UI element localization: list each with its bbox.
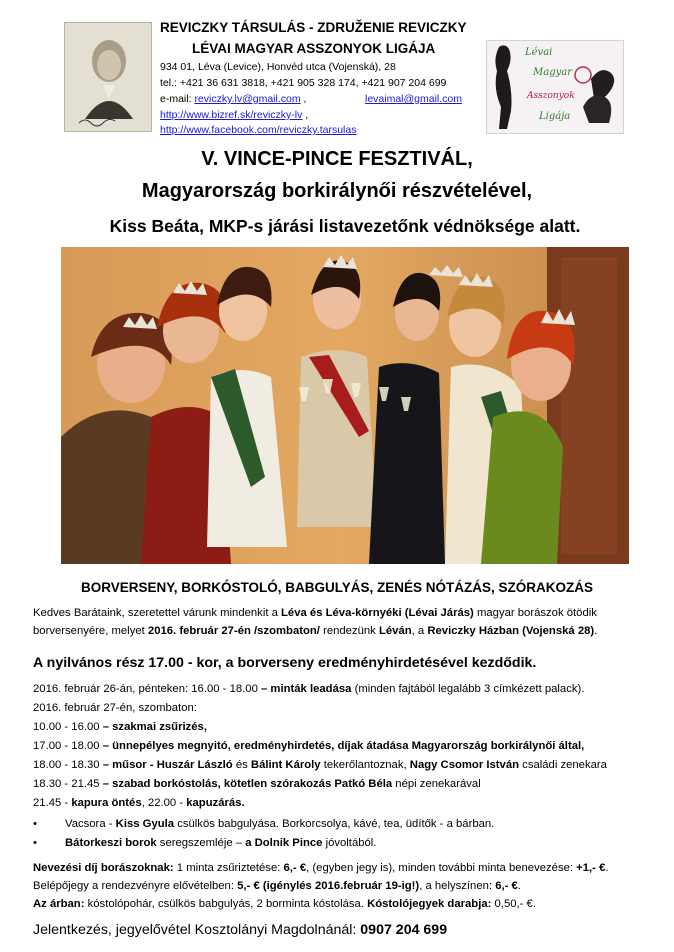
intro-text-5: .	[594, 625, 598, 637]
fee-ticket-presale: 5,- € (igénylés 2016.február 19-ig!)	[237, 880, 420, 892]
schedule-5-activity: tekerőlantoznak,	[320, 759, 410, 771]
schedule-line-6	[33, 778, 481, 790]
schedule-7-event-2: kapuzárás.	[186, 797, 245, 809]
fee-entry-price: 6,- €	[283, 862, 307, 874]
bullet-wines-text: seregszemléje –	[156, 837, 246, 849]
schedule-line-7	[33, 797, 245, 809]
fee-tasting-label: Kóstolójegyek darabja:	[367, 898, 492, 910]
schedule-line-2: 2016. február 27-én, szombaton:	[33, 702, 197, 714]
bullet-wines-suffix: jóvoltából.	[322, 837, 377, 849]
schedule-1-time: 2016. február 26-án, pénteken: 16.00 - 18.00	[33, 683, 261, 695]
intro-text-4: , a	[411, 625, 428, 637]
website-link-bizref[interactable]: http://www.bizref.sk/reviczky-lv	[160, 109, 303, 121]
schedule-6-time: 18.30 - 21.45	[33, 778, 103, 790]
website-suffix: ,	[302, 109, 309, 121]
festival-subtitle: Magyarország borkirálynői részvételével,	[141, 180, 533, 202]
phone-line: tel.: +421 36 631 3818, +421 905 328 174, +421 907 204 699	[160, 77, 447, 89]
contact-line	[33, 922, 447, 938]
fee-included-text: kóstolópohár, csülkös babgulyás, 2 borminta kóstolása.	[84, 898, 368, 910]
logo-word-3: Asszonyok	[527, 91, 575, 101]
logo-word-4: Ligája	[539, 111, 571, 122]
schedule-5-band: családi zenekara	[519, 759, 607, 771]
portrait-image	[64, 22, 152, 132]
schedule-line-3	[33, 721, 207, 733]
bullet-dinner-chef: Kiss Gyula	[115, 818, 175, 830]
schedule-3-event: – szakmai zsűrizés,	[102, 721, 207, 733]
email-link-reviczky[interactable]: reviczky.lv@gmail.com	[194, 93, 301, 105]
bullet-wines	[33, 837, 376, 849]
intro-venue: Reviczky Házban (Vojenská 28)	[427, 625, 595, 637]
address-line: 934 01, Léva (Levice), Honvéd utca (Vojenská), 28	[160, 61, 396, 73]
fee-entry-end: .	[605, 862, 609, 874]
fee-ticket-label: Belépőjegy a rendezvényre elővételben:	[33, 880, 238, 892]
program-heading: BORVERSENY, BORKÓSTOLÓ, BABGULYÁS, ZENÉS NÓTÁZÁS, SZÓRAKOZÁS	[80, 580, 594, 595]
portrait-illustration	[65, 23, 151, 131]
festival-patronage: Kiss Beáta, MKP-s járási listavezetőnk védnöksége alatt.	[109, 216, 581, 236]
wine-queens-illustration	[61, 247, 629, 564]
bullet-dinner	[33, 818, 494, 830]
schedule-4-event: – ünnepélyes megnyitó, eredményhirdetés, díjak átadása Magyarország borkirálynői által,	[102, 740, 585, 752]
schedule-line-1	[33, 683, 584, 695]
intro-region: Léva és Léva-környéki (Lévai Járás)	[281, 607, 474, 619]
bullet-dot: •	[33, 818, 37, 830]
intro-paragraph	[33, 604, 645, 640]
schedule-line-4	[33, 740, 584, 752]
logo-word-1: Lévai	[525, 47, 553, 58]
intro-text-3: rendezünk	[319, 625, 379, 637]
intro-date: 2016. február 27-én /szombaton/	[147, 625, 320, 637]
fee-tasting-price: 0,50,- €.	[491, 898, 536, 910]
schedule-7-event-1: kapura öntés	[71, 797, 142, 809]
email-line	[160, 93, 306, 105]
email-link-levaimal[interactable]: levaimal@gmail.com	[365, 93, 463, 105]
contact-phone[interactable]: 0907 204 699	[360, 922, 448, 938]
bullet-dot: •	[33, 837, 37, 849]
fee-entry-extra-price: +1,- €	[576, 862, 606, 874]
intro-text-2: magyar borászok ötödik borversenyére, melyet	[33, 607, 597, 637]
schedule-5-time: 18.00 - 18.30	[33, 759, 103, 771]
email-label: e-mail:	[160, 93, 192, 105]
schedule-3-time: 10.00 - 16.00	[33, 721, 103, 733]
intro-city: Léván	[378, 625, 412, 637]
fee-entry-label: Nevezési díj borászoknak:	[33, 862, 174, 874]
schedule-line-5	[33, 759, 607, 771]
schedule-6-event: – szabad borkóstolás, kötetlen szórakozás Patkó Béla	[102, 778, 393, 790]
fee-ticket-onsite: 6,- €	[495, 880, 518, 892]
schedule-5-event: – műsor	[102, 759, 147, 771]
league-logo	[486, 40, 624, 134]
email-separator: ,	[303, 93, 307, 105]
facebook-link[interactable]: http://www.facebook.com/reviczky.tarsulas	[160, 124, 357, 136]
festival-title: V. VINCE-PINCE FESZTIVÁL,	[201, 148, 473, 170]
bullet-dinner-label: Vacsora -	[65, 818, 116, 830]
bullet-dinner-text: csülkös babgulyása. Borkorcsolya, kávé, tea, üdítők - a bárban.	[174, 818, 495, 830]
fee-entry-text: 1 minta zsűriztetése:	[173, 862, 284, 874]
fee-ticket-end: .	[517, 880, 521, 892]
bullet-wines-title: Bátorkeszi borok	[65, 837, 157, 849]
wine-queens-photo	[61, 247, 629, 564]
bullet-wines-cellar: a Dolnik Pince	[245, 837, 323, 849]
fee-entry-line	[33, 862, 609, 874]
fee-ticket-line	[33, 880, 521, 892]
schedule-5-performer-3: Nagy Csomor István	[409, 759, 520, 771]
schedule-6-band: népi zenekarával	[392, 778, 481, 790]
schedule-1-event: – minták leadása	[261, 683, 352, 695]
public-notice: A nyilvános rész 17.00 - kor, a borverseny eredményhirdetésével kezdődik.	[33, 655, 537, 671]
schedule-1-note: (minden fajtából legalább 3 címkézett palack).	[351, 683, 585, 695]
schedule-5-performer-2: Bálint Károly	[250, 759, 321, 771]
organization-subtitle: LÉVAI MAGYAR ASSZONYOK LIGÁJA	[192, 41, 436, 56]
schedule-7-time-2: , 22.00 -	[141, 797, 187, 809]
fee-included-label: Az árban:	[33, 898, 85, 910]
intro-text-1: Kedves Barátaink, szeretettel várunk mindenkit a	[33, 607, 282, 619]
schedule-5-performer-1: - Huszár László	[146, 759, 233, 771]
fee-included-line	[33, 898, 536, 910]
schedule-7-time-1: 21.45 -	[33, 797, 72, 809]
organization-title: REVICZKY TÁRSULÁS - ZDRUŽENIE REVICZKY	[160, 20, 467, 35]
fee-entry-text-2: , (egyben jegy is), minden további minta benevezése:	[306, 862, 577, 874]
contact-text: Jelentkezés, jegyelővétel Kosztolányi Magdolnánál:	[33, 922, 361, 938]
schedule-5-and: és	[232, 759, 251, 771]
fee-ticket-text: , a helyszínen:	[419, 880, 496, 892]
website-line	[160, 109, 308, 121]
schedule-4-time: 17.00 - 18.00	[33, 740, 103, 752]
logo-word-2: Magyar	[533, 67, 572, 78]
